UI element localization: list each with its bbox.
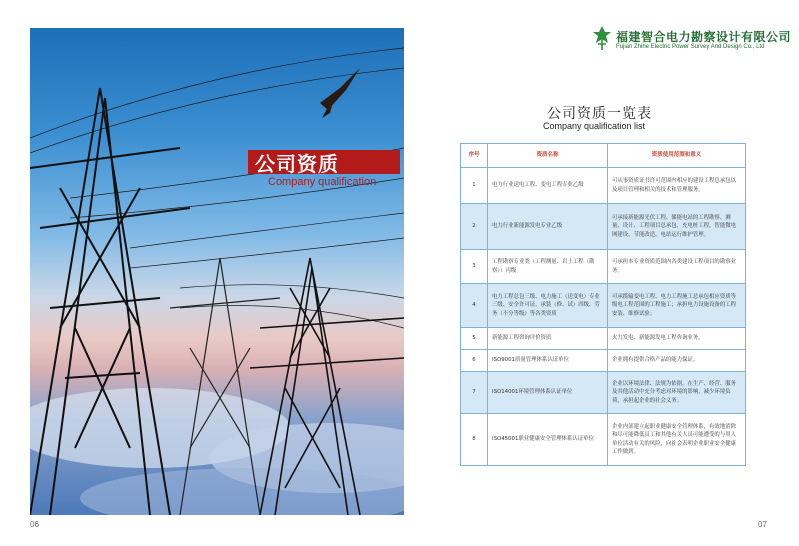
row-scope: 企业拥有提供合格产品的能力保证。 xyxy=(608,350,746,372)
row-scope: 可从事资质证书许可范围内相应的建设工程总承包以及项目管理和相关的技术和管理服务。 xyxy=(608,168,746,204)
row-no: 4 xyxy=(461,284,488,328)
header-no: 序号 xyxy=(461,144,488,168)
row-scope: 可承揽输变电工程、电力工程施工总承包相应资质等级电工程范围的工程施工；承担电力设施设备的工程安装、维修试验； xyxy=(608,284,746,328)
table-header-row xyxy=(461,144,746,168)
row-no: 1 xyxy=(461,168,488,204)
section-title-cn: 公司资质 xyxy=(255,152,339,176)
list-title-en: Company qualification list xyxy=(543,121,646,131)
row-no: 2 xyxy=(461,204,488,250)
company-logo-icon xyxy=(591,26,613,50)
page-number-right: 07 xyxy=(758,520,767,529)
row-name: 电力工程总包三级、电力施工（送变电）专业三级、安全许可证、承装（修、试）四级、劳务（不分等级）等各类资质 xyxy=(488,284,608,328)
header-scope: 资质使用范围和意义 xyxy=(608,144,746,168)
row-name: ISO45001职业健康安全管理体系认证单位 xyxy=(488,414,608,466)
row-no: 3 xyxy=(461,250,488,284)
table-row xyxy=(461,250,746,284)
table-row xyxy=(461,168,746,204)
row-scope: 可承担本专业资质范围内各类建设工程项目的勘察业务。 xyxy=(608,250,746,284)
table-row xyxy=(461,372,746,414)
transmission-tower-illustration xyxy=(30,28,404,515)
table-row xyxy=(461,328,746,350)
row-scope: 可承接新能源光伏工程、储能电站的工程勘察、测量、设计、工程项目总承包，充电桩工程，智能微电网建设，节能改造，电站运行维护管理。 xyxy=(608,204,746,250)
qualification-table xyxy=(460,143,746,466)
section-title-en: Company qualification xyxy=(268,176,377,188)
company-name-cn: 福建智合电力勘察设计有限公司 xyxy=(616,30,792,44)
page-number-left: 06 xyxy=(30,520,39,529)
list-title-cn: 公司资质一览表 xyxy=(547,106,652,122)
eagle-icon xyxy=(320,68,360,118)
row-scope: 企业内部建立起职业健康安全管理体系，有效地消除和尽可能降低员工和其他有关人员可能遭受的与用人单位活动有关的风险，向社会表明企业职业安全健康工作做到。 xyxy=(608,414,746,466)
row-name: ISO14001环境管理体系认证单位 xyxy=(488,372,608,414)
table-row xyxy=(461,284,746,328)
row-scope: 火力发电、新能源发电工程咨询业务。 xyxy=(608,328,746,350)
table-row xyxy=(461,414,746,466)
table-row xyxy=(461,204,746,250)
company-name-en: Fujian Zhihe Electric Power Survey And Design Co., Ltd xyxy=(616,44,765,50)
row-no: 7 xyxy=(461,372,488,414)
row-name: 新能源工程咨询评价资质 xyxy=(488,328,608,350)
row-name: 电力行业送电工程、变电工程专业乙级 xyxy=(488,168,608,204)
row-no: 8 xyxy=(461,414,488,466)
header-name: 资质名称 xyxy=(488,144,608,168)
row-no: 5 xyxy=(461,328,488,350)
row-name: 电力行业新能源发电专业乙级 xyxy=(488,204,608,250)
row-no: 6 xyxy=(461,350,488,372)
row-name: 工程勘察专业类（工程测量、岩土工程（勘察））丙级 xyxy=(488,250,608,284)
row-name: ISO9001质量管理体系认证单位 xyxy=(488,350,608,372)
table-row xyxy=(461,350,746,372)
power-tower-photo xyxy=(30,28,404,515)
row-scope: 企业以环境法律、法规为依据，在生产、经营、服务及其他活动中充分考虑对环境的影响，减少环境负荷，承担起企业的社会义务。 xyxy=(608,372,746,414)
